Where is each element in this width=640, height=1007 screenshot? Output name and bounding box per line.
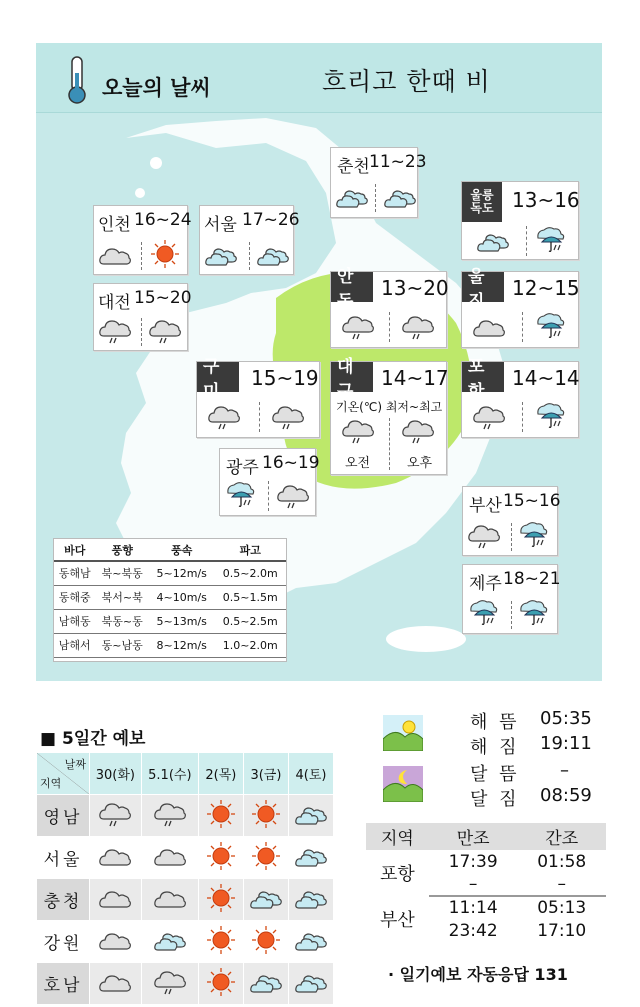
city-card-daejeon: [93, 283, 192, 351]
city-name: 인천: [98, 215, 131, 235]
sea-cell: 북동~동: [95, 609, 148, 633]
forecast-region: 충청: [37, 879, 90, 921]
rain-umbrella-icon: [534, 310, 568, 340]
city-card-busan: [462, 486, 561, 556]
city-card-uljin: [461, 267, 580, 348]
sea-cell: 북서~북: [95, 585, 148, 609]
city-tag: 울진: [462, 272, 504, 302]
sea-cell: 0.5~1.5m: [215, 585, 286, 609]
sea-cell: 5~12m/s: [149, 561, 215, 585]
forecast-day: 3(금): [243, 753, 288, 795]
rain-umbrella-icon: [517, 519, 551, 549]
forecast-day: 30(화): [90, 753, 142, 795]
tide-low: 05:13: [537, 898, 587, 918]
tide-region: 부산: [366, 896, 429, 942]
tide-high: 17:39: [448, 851, 498, 872]
cloud-icon: [98, 240, 132, 270]
city-temps: 12~15: [512, 276, 580, 300]
tide-table: [366, 823, 606, 942]
cloud-icon: [98, 967, 132, 997]
cloudy-icon: [294, 883, 328, 913]
thermometer-icon: [64, 55, 90, 105]
tide-row: [366, 896, 606, 919]
rain-icon: [148, 316, 182, 346]
city-temps: 16~19: [262, 453, 320, 473]
cloudy-icon: [153, 925, 187, 955]
sea-cell: 북~북동: [95, 561, 148, 585]
forecast-day: 2(목): [198, 753, 243, 795]
auto-response-footer: · 일기예보 자동응답 131: [388, 965, 568, 984]
cloudy-icon: [294, 799, 328, 829]
tide-low: 01:58: [537, 851, 587, 872]
forecast-day: 4(토): [288, 753, 333, 795]
city-tag: 구미: [197, 362, 239, 392]
city-name: 광주: [226, 458, 259, 478]
rain-umbrella-icon: [534, 400, 568, 430]
forecast-corner: [37, 753, 90, 795]
cloudy-icon: [294, 841, 328, 871]
cloud-icon: [472, 312, 506, 342]
tide-header: 간조: [517, 823, 606, 850]
weather-headline: 흐리고 한때 비: [322, 67, 491, 96]
forecast-region: 영남: [37, 795, 90, 837]
city-card-seoul: [199, 205, 300, 275]
cloud-icon: [98, 925, 132, 955]
sea-cell: 1.0~2.0m: [215, 633, 286, 657]
sunrise-time: 05:35: [540, 708, 592, 729]
cloud-icon: [153, 883, 187, 913]
city-tag: 포항: [462, 362, 504, 392]
tide-high: 11:14: [448, 898, 498, 918]
rain-umbrella-icon: [517, 597, 551, 627]
city-tag: 대구: [331, 362, 373, 392]
forecast-region: 호남: [37, 963, 90, 1005]
rain-icon: [271, 402, 305, 432]
city-temps: 11~23: [369, 152, 427, 172]
cloud-icon: [153, 841, 187, 871]
sunrise-icon: [383, 715, 423, 751]
city-name: 부산: [469, 496, 502, 516]
cloudy-icon: [294, 925, 328, 955]
sea-row: [54, 561, 286, 585]
sea-cell: 동~남동: [95, 633, 148, 657]
sea-cell: 5~13m/s: [149, 609, 215, 633]
rain-icon: [98, 316, 132, 346]
tide-high: 23:42: [448, 920, 498, 941]
rain-icon: [401, 312, 435, 342]
sun-icon: [249, 925, 283, 955]
city-temps: 16~24: [134, 210, 192, 230]
rain-umbrella-icon: [534, 224, 568, 254]
city-card-gumi: [196, 357, 320, 438]
forecast-title: ■ 5일간 예보: [40, 729, 146, 749]
city-tag: 안동: [331, 272, 373, 302]
sea-cell: 남해동: [54, 609, 95, 633]
sun-icon: [204, 799, 238, 829]
sea-conditions-table: [53, 538, 287, 662]
sea-header: 풍속: [149, 539, 215, 561]
pm-label: 오후: [407, 456, 433, 471]
sea-cell: 남해서: [54, 633, 95, 657]
forecast-row: [37, 921, 334, 963]
rain-icon: [153, 799, 187, 829]
cloud-icon: [98, 883, 132, 913]
city-name: 춘천: [337, 157, 370, 177]
sea-cell: 0.5~2.0m: [215, 561, 286, 585]
sun-icon: [249, 799, 283, 829]
city-card-daegu: [330, 357, 449, 475]
forecast-row: [37, 963, 334, 1005]
city-temps: 13~20: [381, 276, 449, 300]
city-card-andong: [330, 267, 449, 348]
city-card-pohang: [461, 357, 580, 438]
sea-header: 바다: [54, 539, 95, 561]
corner-region-label: 지역: [40, 777, 62, 790]
sunset-time: 19:11: [540, 733, 592, 754]
am-label: 오전: [345, 456, 371, 471]
sun-icon: [148, 239, 182, 269]
city-card-chuncheon: [330, 147, 427, 218]
cloud-icon: [98, 841, 132, 871]
sea-cell: 4~10m/s: [149, 585, 215, 609]
cloudy-icon: [256, 240, 290, 270]
sea-header: 파고: [215, 539, 286, 561]
rain-icon: [467, 521, 501, 551]
sun-icon: [204, 967, 238, 997]
forecast-region: 서울: [37, 837, 90, 879]
tide-header: 만조: [429, 823, 518, 850]
moonrise-time: –: [560, 760, 569, 781]
moonrise-icon: [383, 766, 423, 802]
city-name: 제주: [469, 574, 502, 594]
forecast-row: [37, 879, 334, 921]
sea-row: [54, 585, 286, 609]
sunrise-label: 해 뜸: [470, 712, 520, 733]
page-title: 오늘의 날씨: [102, 76, 211, 100]
rain-umbrella-icon: [224, 479, 258, 509]
rain-icon: [341, 416, 375, 446]
rain-icon: [207, 402, 241, 432]
forecast-day: 5.1(수): [141, 753, 198, 795]
tide-row: [366, 850, 606, 873]
forecast-row: [37, 837, 334, 879]
cloudy-icon: [335, 182, 369, 212]
city-temps: 14~14: [512, 366, 580, 390]
tide-low: 17:10: [537, 920, 587, 941]
sun-icon: [204, 841, 238, 871]
sunset-label: 해 짐: [470, 737, 520, 758]
city-temps: 13~16: [512, 188, 580, 212]
sea-row: [54, 633, 286, 657]
city-name: 서울: [204, 215, 237, 235]
forecast-table: [36, 752, 334, 1005]
moonset-time: 08:59: [540, 785, 592, 806]
cloudy-icon: [204, 240, 238, 270]
cloudy-icon: [249, 883, 283, 913]
city-card-incheon: [93, 205, 192, 275]
corner-date-label: 날짜: [64, 758, 86, 771]
forecast-row: [37, 795, 334, 837]
sun-icon: [204, 883, 238, 913]
tide-high: –: [429, 873, 518, 896]
city-temps: 17~26: [242, 210, 300, 230]
rain-umbrella-icon: [467, 597, 501, 627]
rain-icon: [276, 481, 310, 511]
moonrise-label: 달 뜸: [470, 764, 520, 785]
city-card-jeju: [462, 564, 561, 634]
sea-cell: 동해중: [54, 585, 95, 609]
city-name: 대전: [98, 293, 131, 313]
cloudy-icon: [249, 967, 283, 997]
city-temps: 18~21: [503, 569, 561, 589]
moonset-label: 달 짐: [470, 789, 520, 810]
forecast-region: 강원: [37, 921, 90, 963]
sun-icon: [249, 841, 283, 871]
city-card-ulleung: [461, 181, 579, 260]
rain-icon: [98, 799, 132, 829]
sea-cell: 0.5~2.5m: [215, 609, 286, 633]
sun-icon: [204, 925, 238, 955]
city-card-gwangju: [219, 448, 320, 516]
city-temps: 15~20: [134, 288, 192, 308]
tide-header-row: [366, 823, 606, 850]
rain-icon: [153, 967, 187, 997]
cloudy-icon: [476, 226, 510, 256]
rain-icon: [341, 312, 375, 342]
sea-cell: 동해남: [54, 561, 95, 585]
sea-cell: 8~12m/s: [149, 633, 215, 657]
temp-note: 기온(℃) 최저~최고: [336, 400, 443, 414]
tide-region: 포항: [366, 850, 429, 896]
rain-icon: [472, 402, 506, 432]
tide-low: –: [517, 873, 606, 896]
rain-icon: [401, 416, 435, 446]
city-temps: 15~19: [251, 366, 319, 390]
sea-header: 풍향: [95, 539, 148, 561]
tide-header: 지역: [366, 823, 429, 850]
cloudy-icon: [383, 182, 417, 212]
forecast-header-row: [37, 753, 334, 795]
city-temps: 14~17: [381, 366, 449, 390]
city-tag: 울릉 독도: [462, 182, 502, 222]
cloudy-icon: [294, 967, 328, 997]
sea-header-row: [54, 539, 286, 561]
sea-row: [54, 609, 286, 633]
city-temps: 15~16: [503, 491, 561, 511]
